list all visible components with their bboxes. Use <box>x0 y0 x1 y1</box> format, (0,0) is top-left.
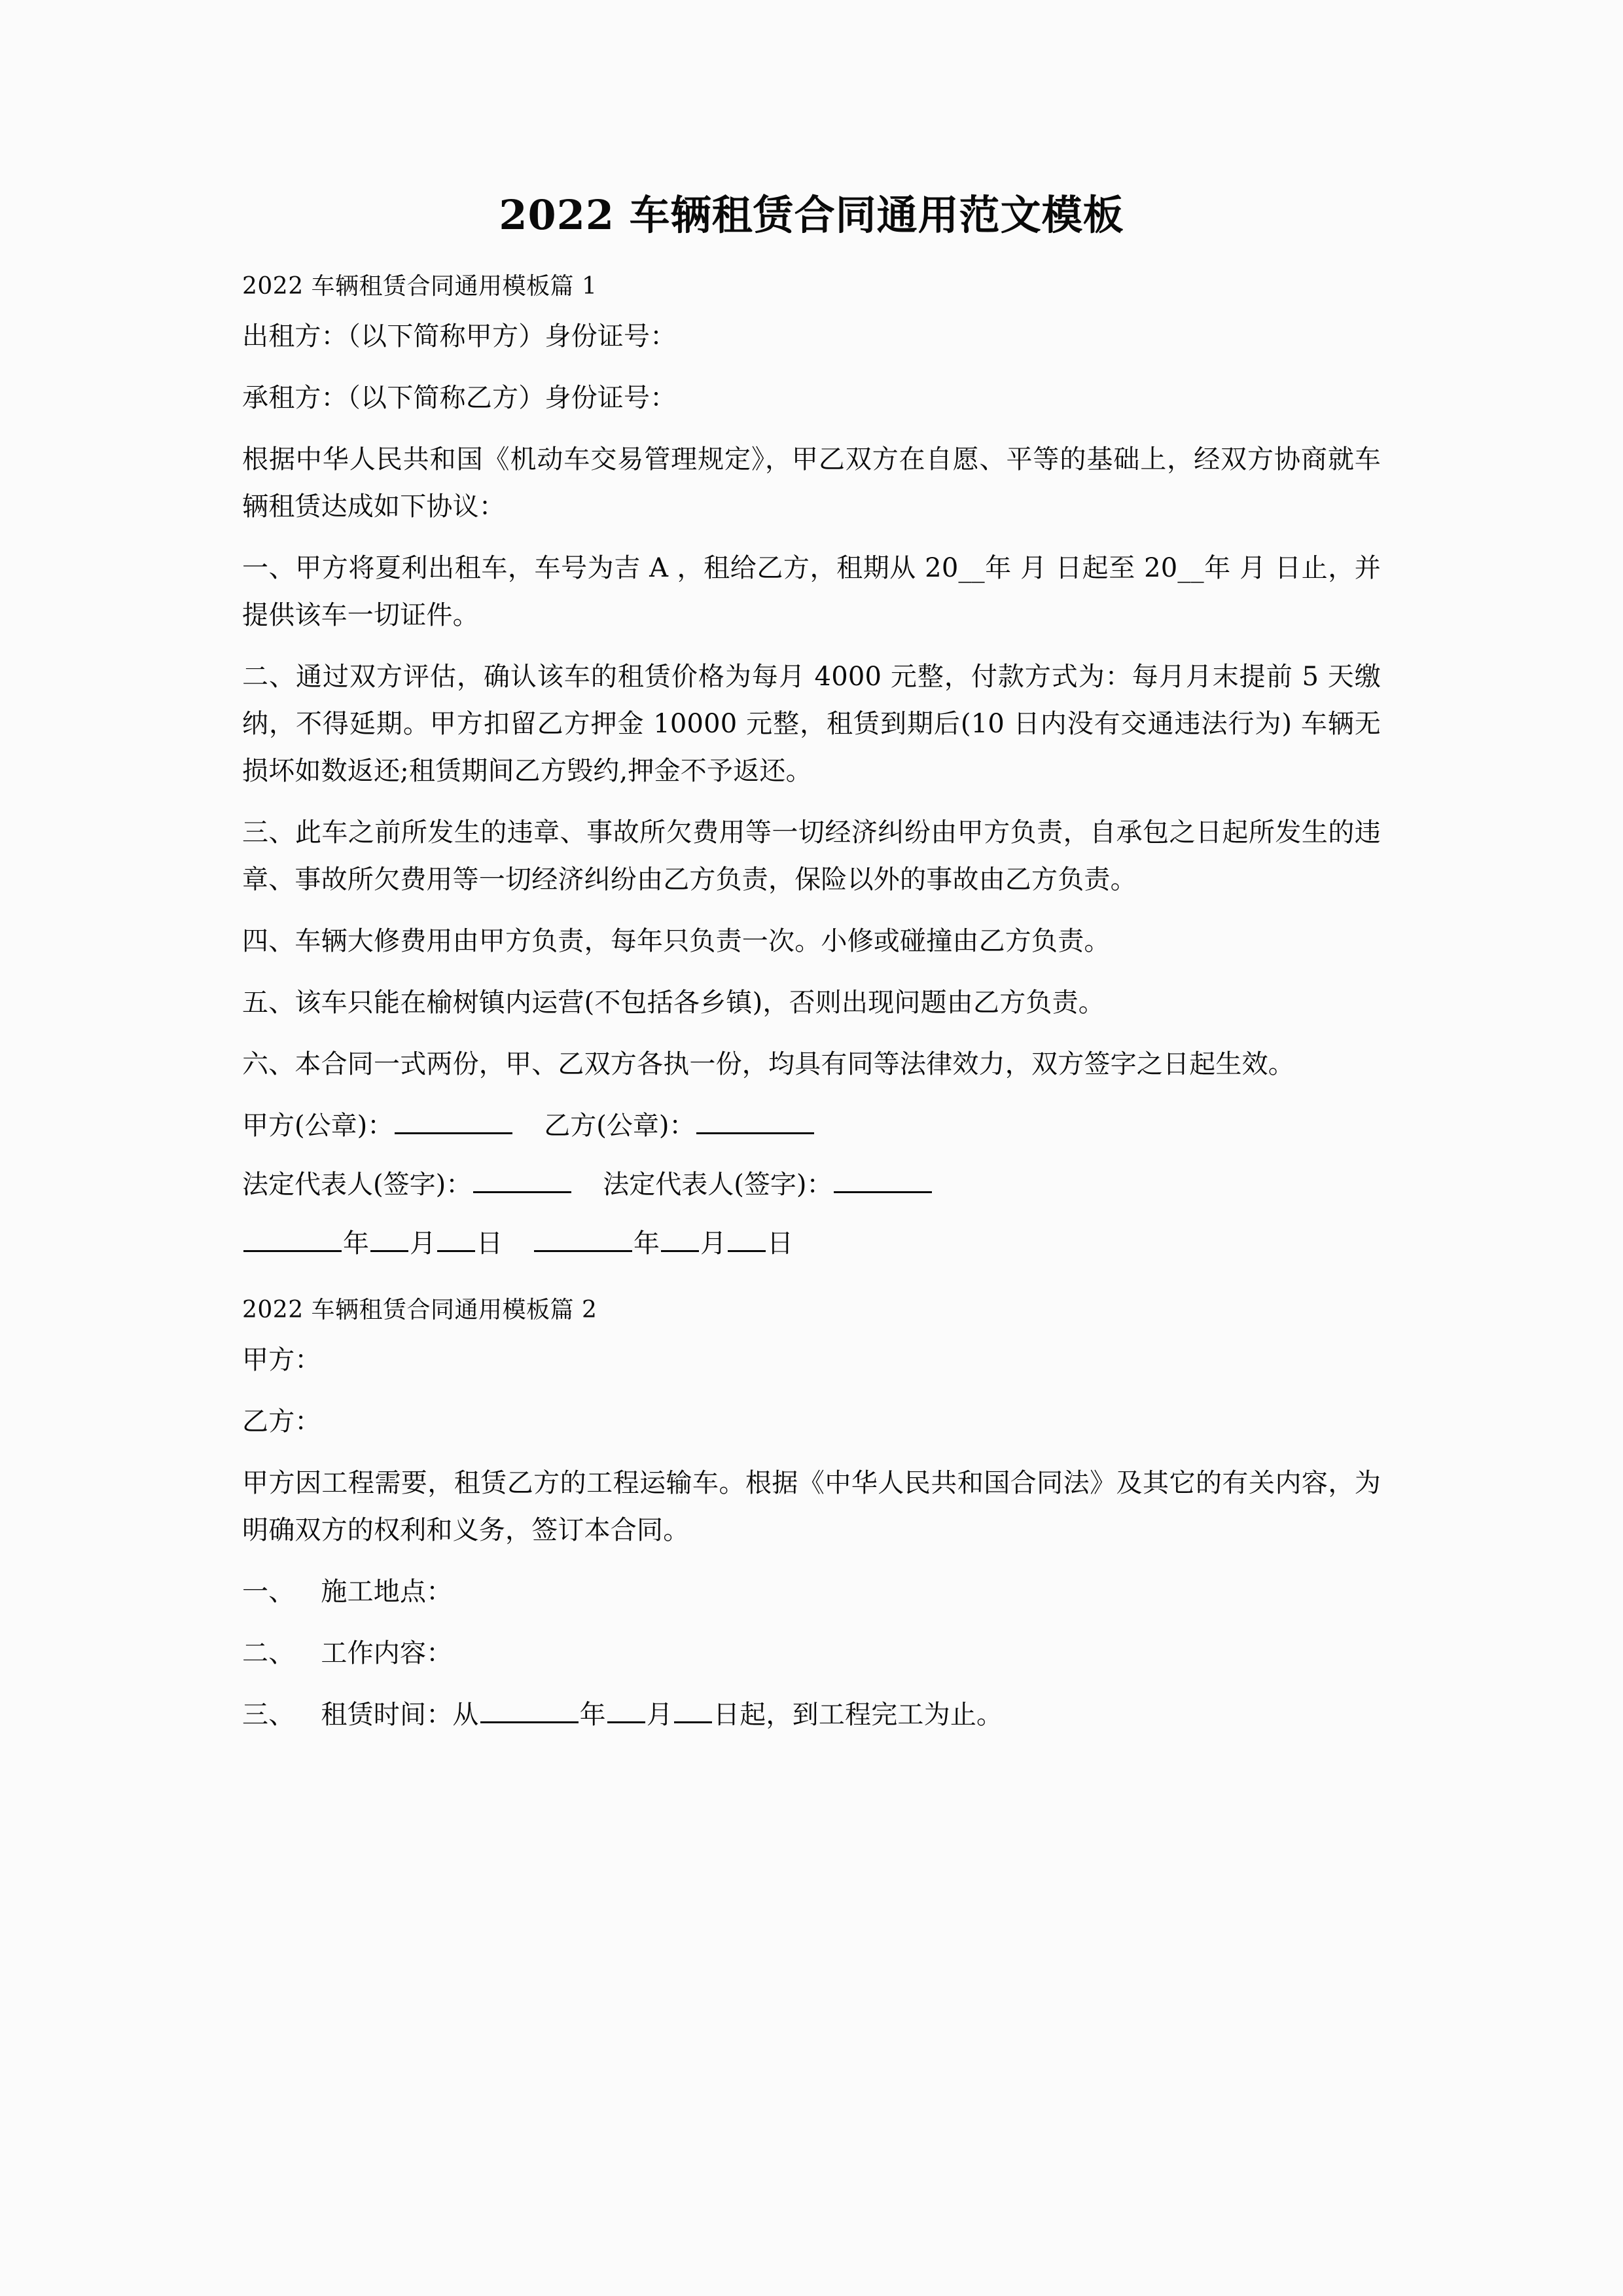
party-a-date-day-label: 日 <box>476 1228 503 1259</box>
template-2-party-b-line: 乙方： <box>242 1406 321 1437</box>
item-3-month-label: 月 <box>646 1699 673 1730</box>
party-a-date-month-label: 月 <box>410 1228 436 1259</box>
item-2-number: 二、 <box>242 1638 295 1668</box>
party-a-date-month-blank[interactable] <box>370 1227 408 1252</box>
item-3-number: 三、 <box>242 1699 295 1730</box>
party-b-rep-blank[interactable] <box>834 1168 932 1193</box>
party-b-date-year-label: 年 <box>633 1228 660 1259</box>
party-b-date-month-blank[interactable] <box>661 1227 699 1252</box>
template-2-item-3 <box>242 1677 1381 1738</box>
template-2-item-1 <box>242 1554 1381 1615</box>
item-3-year-blank[interactable] <box>480 1698 579 1723</box>
template-1-clause-6: 六、本合同一式两份，甲、乙双方各执一份，均具有同等法律效力，双方签字之日起生效。 <box>242 1049 1294 1079</box>
party-b-date-day-label: 日 <box>767 1228 793 1259</box>
item-3-month-blank[interactable] <box>607 1698 645 1723</box>
template-1-clause-2: 二、通过双方评估，确认该车的租赁价格为每月 4000 元整，付款方式为：每月月末提前 5 天缴纳，不得延期。甲方扣留乙方押金 10000 元整，租赁到期后(10 日内没有交通违法行为) 车辆无损坏如数返还;租赁期间乙方毁约,押金不予返还。 <box>242 661 1381 786</box>
party-a-seal-label: 甲方(公章)： <box>242 1110 394 1141</box>
party-b-date-month-label: 月 <box>700 1228 726 1259</box>
party-b-rep-label: 法定代表人(签字)： <box>603 1169 833 1200</box>
template-1-clause-5: 五、该车只能在榆树镇内运营(不包括各乡镇)，否则出现问题由乙方负责。 <box>242 987 1105 1018</box>
party-a-seal-blank[interactable] <box>395 1109 512 1134</box>
signature-rep-row <box>242 1147 1381 1206</box>
signature-seal-row <box>242 1088 1381 1147</box>
template-2-item-2 <box>242 1615 1381 1677</box>
template-1-clause-4: 四、车辆大修费用由甲方负责，每年只负责一次。小修或碰撞由乙方负责。 <box>242 925 1111 956</box>
party-b-date-day-blank[interactable] <box>728 1227 766 1252</box>
item-1-text: 施工地点： <box>321 1576 453 1607</box>
party-a-rep-blank[interactable] <box>473 1168 571 1193</box>
party-b-date-year-blank[interactable] <box>534 1227 632 1252</box>
template-1-clause-3: 三、此车之前所发生的违章、事故所欠费用等一切经济纠纷由甲方负责，自承包之日起所发生的违章、事故所欠费用等一切经济纠纷由乙方负责，保险以外的事故由乙方负责。 <box>242 817 1381 895</box>
party-a-date-year-blank[interactable] <box>243 1227 342 1252</box>
item-3-day-blank[interactable] <box>674 1698 712 1723</box>
template-1-clause-1: 一、甲方将夏利出租车，车号为吉 A ，租给乙方，租期从 20__年 月 日起至 20__年 月 日止，并提供该车一切证件。 <box>242 552 1381 630</box>
template-1-preamble: 根据中华人民共和国《机动车交易管理规定》，甲乙双方在自愿、平等的基础上，经双方协商就车辆租赁达成如下协议： <box>242 444 1381 522</box>
template-2-preamble: 甲方因工程需要，租赁乙方的工程运输车。根据《中华人民共和国合同法》及其它的有关内容，为明确双方的权利和义务，签订本合同。 <box>242 1467 1381 1545</box>
item-1-number: 一、 <box>242 1576 295 1607</box>
party-b-seal-blank[interactable] <box>696 1109 814 1134</box>
party-a-date-year-label: 年 <box>343 1228 369 1259</box>
item-3-prefix: 租赁时间：从 <box>321 1699 479 1730</box>
page-title: 2022 车辆租赁合同通用范文模板 <box>499 191 1124 239</box>
signature-date-row <box>242 1206 1381 1265</box>
item-3-year-label: 年 <box>579 1699 606 1730</box>
party-b-seal-label: 乙方(公章)： <box>544 1110 696 1141</box>
template-1-heading: 2022 车辆租赁合同通用模板篇 1 <box>242 272 597 300</box>
template-2-heading: 2022 车辆租赁合同通用模板篇 2 <box>242 1296 597 1323</box>
party-a-date-day-blank[interactable] <box>437 1227 475 1252</box>
item-3-day-label: 日起，到工程完工为止。 <box>713 1699 1003 1730</box>
item-2-text: 工作内容： <box>321 1638 453 1668</box>
party-a-rep-label: 法定代表人(签字)： <box>242 1169 473 1200</box>
template-1-lessee-line: 承租方：（以下简称乙方）身份证号： <box>242 382 677 413</box>
template-1-lessor-line: 出租方：（以下简称甲方）身份证号： <box>242 321 677 351</box>
template-2-party-a-line: 甲方： <box>242 1344 321 1375</box>
document-content <box>242 0 1381 1738</box>
